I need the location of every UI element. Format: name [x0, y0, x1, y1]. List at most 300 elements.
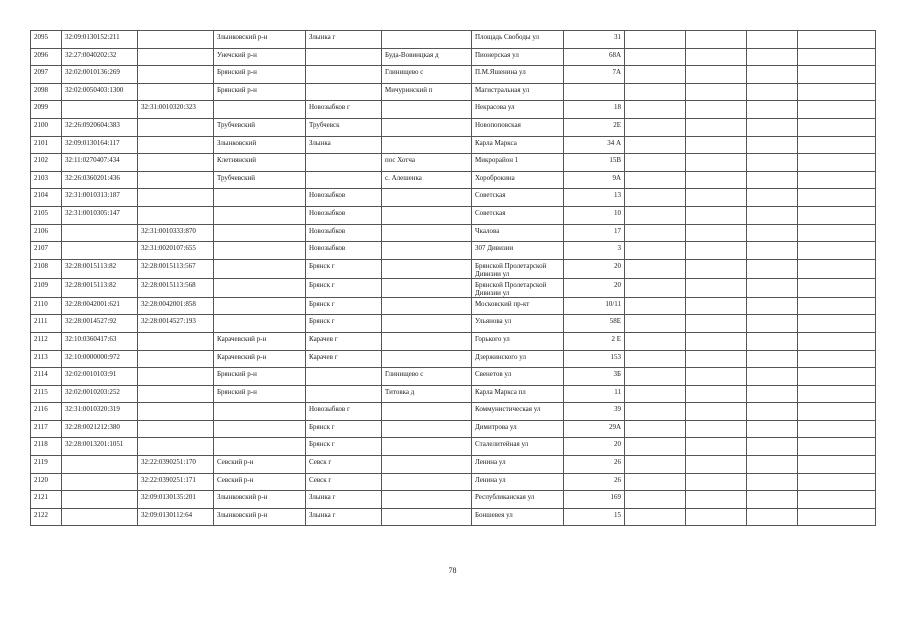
cell-row-number: 2107: [31, 242, 62, 260]
cell-street: Республиканская ул: [472, 491, 564, 509]
cell-cadastral-number-2: 32:31:0010320:323: [138, 101, 214, 119]
cell-row-number: 2097: [31, 66, 62, 84]
cell-settlement: [382, 31, 472, 49]
cell-district: [214, 189, 306, 207]
cell-extra-col-4: [798, 332, 876, 350]
cell-street: Карла Маркса пл: [472, 385, 564, 403]
cell-extra-col-2: [686, 66, 747, 84]
cell-settlement: Титовка д: [382, 385, 472, 403]
cell-settlement: [382, 491, 472, 509]
cell-district: [214, 297, 306, 315]
cell-district: [214, 224, 306, 242]
cell-extra-col-3: [747, 242, 798, 260]
cell-settlement: Мичуринский п: [382, 83, 472, 101]
cell-district: Карачевский р-н: [214, 350, 306, 368]
cell-cadastral-number-2: [138, 66, 214, 84]
cell-cadastral-number-2: 32:28:0015113:568: [138, 278, 214, 297]
cell-city: Карачев г: [306, 332, 382, 350]
cell-cadastral-number-2: [138, 189, 214, 207]
cell-district: Злынковский: [214, 136, 306, 154]
cell-settlement: [382, 259, 472, 278]
cell-district: [214, 259, 306, 278]
table-row: [31, 48, 876, 66]
cell-cadastral-number-2: [138, 154, 214, 172]
cell-row-number: 2115: [31, 385, 62, 403]
cell-cadastral-number: 32:10:0000000:972: [62, 350, 138, 368]
cell-city: [306, 385, 382, 403]
cell-district: [214, 420, 306, 438]
cell-house-number: 13: [564, 189, 625, 207]
cell-extra-col-2: [686, 83, 747, 101]
cell-cadastral-number-2: 32:09:0130112:64: [138, 508, 214, 526]
cell-district: Злынковский р-н: [214, 31, 306, 49]
cell-house-number: 31: [564, 31, 625, 49]
cell-settlement: [382, 278, 472, 297]
cell-city: [306, 368, 382, 386]
cell-settlement: [382, 456, 472, 474]
table-row: [31, 473, 876, 491]
cell-extra-col-4: [798, 259, 876, 278]
cell-extra-col-3: [747, 491, 798, 509]
cell-extra-col-2: [686, 224, 747, 242]
cell-cadastral-number-2: [138, 385, 214, 403]
cell-row-number: 2100: [31, 118, 62, 136]
table-body: [31, 31, 876, 526]
cell-city: Новозыбков: [306, 242, 382, 260]
page-number: 78: [448, 566, 457, 575]
cell-city: Трубчевск: [306, 118, 382, 136]
cell-cadastral-number-2: [138, 350, 214, 368]
cell-house-number: 15В: [564, 154, 625, 172]
cell-district: Унечский р-н: [214, 48, 306, 66]
cell-extra-col-1: [625, 315, 686, 333]
cell-settlement: [382, 101, 472, 119]
table-row: [31, 83, 876, 101]
cell-district: Брянский р-н: [214, 66, 306, 84]
table-row: [31, 350, 876, 368]
cell-cadastral-number: 32:31:0010313:187: [62, 189, 138, 207]
cell-extra-col-1: [625, 420, 686, 438]
cell-extra-col-2: [686, 403, 747, 421]
cell-district: Карачевский р-н: [214, 332, 306, 350]
cell-extra-col-3: [747, 189, 798, 207]
cell-district: Брянский р-н: [214, 385, 306, 403]
cell-cadastral-number-2: 32:28:0014527:193: [138, 315, 214, 333]
cell-extra-col-4: [798, 171, 876, 189]
cell-house-number: 11: [564, 385, 625, 403]
cell-street: Боншевея ул: [472, 508, 564, 526]
table-row: [31, 101, 876, 119]
cell-cadastral-number: 32:28:0042001:621: [62, 297, 138, 315]
cell-street: Ленина ул: [472, 456, 564, 474]
cell-cadastral-number-2: [138, 118, 214, 136]
cell-district: Севский р-н: [214, 456, 306, 474]
cell-row-number: 2119: [31, 456, 62, 474]
cell-extra-col-1: [625, 31, 686, 49]
cell-extra-col-4: [798, 491, 876, 509]
cell-city: Севск г: [306, 473, 382, 491]
cell-extra-col-1: [625, 438, 686, 456]
cell-cadastral-number: 32:28:0015113:82: [62, 278, 138, 297]
cell-extra-col-3: [747, 403, 798, 421]
cell-extra-col-2: [686, 189, 747, 207]
cell-extra-col-4: [798, 473, 876, 491]
cell-settlement: [382, 350, 472, 368]
cell-extra-col-1: [625, 403, 686, 421]
cell-street: Новопоповская: [472, 118, 564, 136]
cell-city: Новозыбков г: [306, 101, 382, 119]
cell-district: [214, 438, 306, 456]
cell-cadastral-number: 32:11:0270407:434: [62, 154, 138, 172]
cell-extra-col-4: [798, 83, 876, 101]
table-row: [31, 224, 876, 242]
cell-extra-col-2: [686, 491, 747, 509]
cell-district: Брянский р-н: [214, 368, 306, 386]
cell-cadastral-number: 32:09:0130164:117: [62, 136, 138, 154]
cell-cadastral-number-2: [138, 206, 214, 224]
cell-cadastral-number-2: [138, 438, 214, 456]
cell-district: Злынковский р-н: [214, 508, 306, 526]
cell-settlement: [382, 189, 472, 207]
cell-row-number: 2103: [31, 171, 62, 189]
cell-extra-col-3: [747, 206, 798, 224]
cell-extra-col-4: [798, 315, 876, 333]
cell-extra-col-4: [798, 368, 876, 386]
cell-extra-col-3: [747, 136, 798, 154]
cell-settlement: Глинищево с: [382, 368, 472, 386]
cell-extra-col-3: [747, 48, 798, 66]
cell-extra-col-1: [625, 242, 686, 260]
cell-settlement: [382, 438, 472, 456]
cell-row-number: 2121: [31, 491, 62, 509]
cell-extra-col-3: [747, 368, 798, 386]
table-row: [31, 242, 876, 260]
cell-house-number: 15: [564, 508, 625, 526]
cell-extra-col-4: [798, 420, 876, 438]
cell-extra-col-2: [686, 297, 747, 315]
cell-extra-col-1: [625, 154, 686, 172]
cell-extra-col-2: [686, 154, 747, 172]
cell-house-number: 34 А: [564, 136, 625, 154]
cell-house-number: 10/11: [564, 297, 625, 315]
cell-extra-col-3: [747, 473, 798, 491]
cell-district: [214, 315, 306, 333]
cell-city: Брянск г: [306, 420, 382, 438]
cell-extra-col-1: [625, 206, 686, 224]
cell-house-number: 3Б: [564, 368, 625, 386]
cell-cadastral-number: [62, 456, 138, 474]
cell-street: Микрорайон 1: [472, 154, 564, 172]
cell-cadastral-number: 32:27:0040202:32: [62, 48, 138, 66]
cell-city: Злынка г: [306, 508, 382, 526]
cell-district: [214, 242, 306, 260]
cell-row-number: 2096: [31, 48, 62, 66]
property-register-table: [30, 30, 876, 526]
cell-house-number: [564, 83, 625, 101]
cell-row-number: 2109: [31, 278, 62, 297]
cell-extra-col-1: [625, 368, 686, 386]
cell-cadastral-number-2: 32:31:0020107:655: [138, 242, 214, 260]
cell-extra-col-4: [798, 242, 876, 260]
cell-house-number: 26: [564, 473, 625, 491]
table-row: [31, 438, 876, 456]
cell-city: Севск г: [306, 456, 382, 474]
cell-row-number: 2108: [31, 259, 62, 278]
cell-row-number: 2111: [31, 315, 62, 333]
cell-extra-col-1: [625, 189, 686, 207]
cell-extra-col-1: [625, 473, 686, 491]
cell-cadastral-number: 32:31:0010320:319: [62, 403, 138, 421]
table-row: [31, 154, 876, 172]
table-row: [31, 118, 876, 136]
cell-extra-col-2: [686, 315, 747, 333]
cell-cadastral-number-2: [138, 171, 214, 189]
cell-street: Советская: [472, 206, 564, 224]
cell-district: Брянский р-н: [214, 83, 306, 101]
cell-extra-col-4: [798, 224, 876, 242]
cell-city: Брянск г: [306, 297, 382, 315]
cell-row-number: 2105: [31, 206, 62, 224]
cell-street: Хороброкина: [472, 171, 564, 189]
cell-extra-col-1: [625, 101, 686, 119]
cell-house-number: 10: [564, 206, 625, 224]
cell-extra-col-3: [747, 350, 798, 368]
cell-house-number: 153: [564, 350, 625, 368]
cell-street: Брянской Пролетарской Дивизии ул: [472, 278, 564, 297]
cell-extra-col-2: [686, 278, 747, 297]
cell-extra-col-2: [686, 118, 747, 136]
cell-district: Трубчевский: [214, 171, 306, 189]
cell-street: Сталелитейная ул: [472, 438, 564, 456]
cell-extra-col-2: [686, 508, 747, 526]
cell-cadastral-number: 32:28:0013201:1051: [62, 438, 138, 456]
cell-street: Советская: [472, 189, 564, 207]
cell-extra-col-1: [625, 136, 686, 154]
cell-extra-col-2: [686, 438, 747, 456]
cell-extra-col-3: [747, 385, 798, 403]
cell-extra-col-3: [747, 171, 798, 189]
cell-row-number: 2120: [31, 473, 62, 491]
cell-extra-col-4: [798, 66, 876, 84]
cell-city: Новозыбков: [306, 189, 382, 207]
cell-extra-col-3: [747, 66, 798, 84]
cell-extra-col-2: [686, 48, 747, 66]
cell-extra-col-4: [798, 136, 876, 154]
cell-extra-col-2: [686, 31, 747, 49]
cell-street: Дзержинского ул: [472, 350, 564, 368]
cell-row-number: 2114: [31, 368, 62, 386]
cell-extra-col-3: [747, 224, 798, 242]
cell-settlement: Глинищево с: [382, 66, 472, 84]
cell-house-number: 58Е: [564, 315, 625, 333]
table-row: [31, 259, 876, 278]
cell-street: Свенетов ул: [472, 368, 564, 386]
cell-row-number: 2099: [31, 101, 62, 119]
cell-cadastral-number: [62, 242, 138, 260]
cell-settlement: [382, 315, 472, 333]
cell-row-number: 2110: [31, 297, 62, 315]
cell-cadastral-number: [62, 491, 138, 509]
cell-extra-col-4: [798, 189, 876, 207]
cell-city: Злынка: [306, 136, 382, 154]
cell-street: Димитрова ул: [472, 420, 564, 438]
cell-street: П.М.Яшенина ул: [472, 66, 564, 84]
cell-street: Московский пр-кт: [472, 297, 564, 315]
cell-settlement: [382, 118, 472, 136]
cell-house-number: 169: [564, 491, 625, 509]
cell-cadastral-number: [62, 101, 138, 119]
cell-settlement: [382, 508, 472, 526]
cell-street: Пионерская ул: [472, 48, 564, 66]
cell-row-number: 2117: [31, 420, 62, 438]
cell-district: [214, 206, 306, 224]
table-row: [31, 31, 876, 49]
cell-extra-col-1: [625, 48, 686, 66]
cell-house-number: 2 Е: [564, 332, 625, 350]
cell-city: Новозыбков г: [306, 403, 382, 421]
cell-extra-col-2: [686, 473, 747, 491]
cell-settlement: [382, 297, 472, 315]
cell-city: Брянск г: [306, 278, 382, 297]
cell-city: Брянск г: [306, 315, 382, 333]
cell-cadastral-number-2: [138, 136, 214, 154]
cell-district: [214, 278, 306, 297]
table-row: [31, 171, 876, 189]
cell-extra-col-1: [625, 385, 686, 403]
cell-extra-col-3: [747, 420, 798, 438]
cell-cadastral-number: 32:09:0130152:211: [62, 31, 138, 49]
cell-extra-col-2: [686, 456, 747, 474]
cell-extra-col-4: [798, 297, 876, 315]
cell-house-number: 3: [564, 242, 625, 260]
cell-extra-col-3: [747, 259, 798, 278]
cell-city: [306, 83, 382, 101]
cell-cadastral-number: 32:26:0920604:383: [62, 118, 138, 136]
cell-cadastral-number: [62, 473, 138, 491]
cell-cadastral-number-2: 32:28:0042001:858: [138, 297, 214, 315]
cell-extra-col-4: [798, 438, 876, 456]
cell-extra-col-1: [625, 332, 686, 350]
cell-row-number: 2095: [31, 31, 62, 49]
cell-district: Трубчевский: [214, 118, 306, 136]
cell-cadastral-number: 32:31:0010305:147: [62, 206, 138, 224]
cell-settlement: [382, 473, 472, 491]
cell-extra-col-4: [798, 350, 876, 368]
cell-settlement: [382, 242, 472, 260]
cell-extra-col-2: [686, 385, 747, 403]
cell-extra-col-1: [625, 118, 686, 136]
cell-cadastral-number: 32:26:0360201:436: [62, 171, 138, 189]
cell-extra-col-1: [625, 508, 686, 526]
cell-extra-col-4: [798, 118, 876, 136]
cell-extra-col-1: [625, 350, 686, 368]
cell-settlement: [382, 332, 472, 350]
cell-street: Ленина ул: [472, 473, 564, 491]
cell-extra-col-4: [798, 101, 876, 119]
cell-cadastral-number-2: 32:31:0010333:870: [138, 224, 214, 242]
cell-street: Некрасова ул: [472, 101, 564, 119]
cell-house-number: 2Е: [564, 118, 625, 136]
cell-district: Клетнянский: [214, 154, 306, 172]
cell-district: [214, 403, 306, 421]
cell-settlement: Буда-Вовинцкая д: [382, 48, 472, 66]
cell-row-number: 2104: [31, 189, 62, 207]
table-row: [31, 206, 876, 224]
cell-cadastral-number: 32:02:0010136:269: [62, 66, 138, 84]
cell-row-number: 2113: [31, 350, 62, 368]
table-row: [31, 297, 876, 315]
cell-row-number: 2122: [31, 508, 62, 526]
cell-extra-col-1: [625, 259, 686, 278]
cell-settlement: пос Хотча: [382, 154, 472, 172]
cell-extra-col-2: [686, 350, 747, 368]
cell-extra-col-4: [798, 206, 876, 224]
cell-cadastral-number: 32:28:0021212:380: [62, 420, 138, 438]
cell-extra-col-3: [747, 297, 798, 315]
cell-cadastral-number-2: [138, 403, 214, 421]
cell-extra-col-3: [747, 83, 798, 101]
cell-extra-col-3: [747, 456, 798, 474]
cell-street: Чкалова: [472, 224, 564, 242]
cell-cadastral-number-2: 32:28:0015113:567: [138, 259, 214, 278]
cell-settlement: [382, 206, 472, 224]
cell-extra-col-3: [747, 278, 798, 297]
cell-house-number: 68А: [564, 48, 625, 66]
table-row: [31, 136, 876, 154]
cell-settlement: [382, 224, 472, 242]
cell-row-number: 2118: [31, 438, 62, 456]
cell-extra-col-3: [747, 332, 798, 350]
cell-house-number: 39: [564, 403, 625, 421]
cell-house-number: 7А: [564, 66, 625, 84]
cell-extra-col-2: [686, 242, 747, 260]
cell-extra-col-4: [798, 456, 876, 474]
cell-house-number: 17: [564, 224, 625, 242]
cell-cadastral-number: 32:28:0014527:92: [62, 315, 138, 333]
cell-cadastral-number: 32:02:0010203:252: [62, 385, 138, 403]
cell-city: Карачев г: [306, 350, 382, 368]
cell-cadastral-number-2: [138, 31, 214, 49]
cell-extra-col-4: [798, 403, 876, 421]
cell-extra-col-3: [747, 101, 798, 119]
cell-house-number: 20: [564, 259, 625, 278]
cell-extra-col-2: [686, 259, 747, 278]
cell-extra-col-4: [798, 154, 876, 172]
cell-street: Брянской Пролетарской Дивизии ул: [472, 259, 564, 278]
cell-house-number: 20: [564, 278, 625, 297]
cell-extra-col-2: [686, 368, 747, 386]
table-row: [31, 456, 876, 474]
cell-city: Новозыбков: [306, 224, 382, 242]
cell-cadastral-number-2: [138, 420, 214, 438]
cell-extra-col-3: [747, 118, 798, 136]
cell-row-number: 2116: [31, 403, 62, 421]
cell-city: Злынка г: [306, 491, 382, 509]
table-row: [31, 189, 876, 207]
cell-row-number: 2101: [31, 136, 62, 154]
cell-settlement: [382, 136, 472, 154]
cell-city: [306, 48, 382, 66]
cell-city: Брянск г: [306, 438, 382, 456]
cell-row-number: 2098: [31, 83, 62, 101]
cell-city: Брянск г: [306, 259, 382, 278]
table-row: [31, 332, 876, 350]
table-row: [31, 385, 876, 403]
cell-extra-col-4: [798, 278, 876, 297]
cell-cadastral-number: 32:02:0050403:1300: [62, 83, 138, 101]
table-row: [31, 491, 876, 509]
cell-house-number: 20: [564, 438, 625, 456]
